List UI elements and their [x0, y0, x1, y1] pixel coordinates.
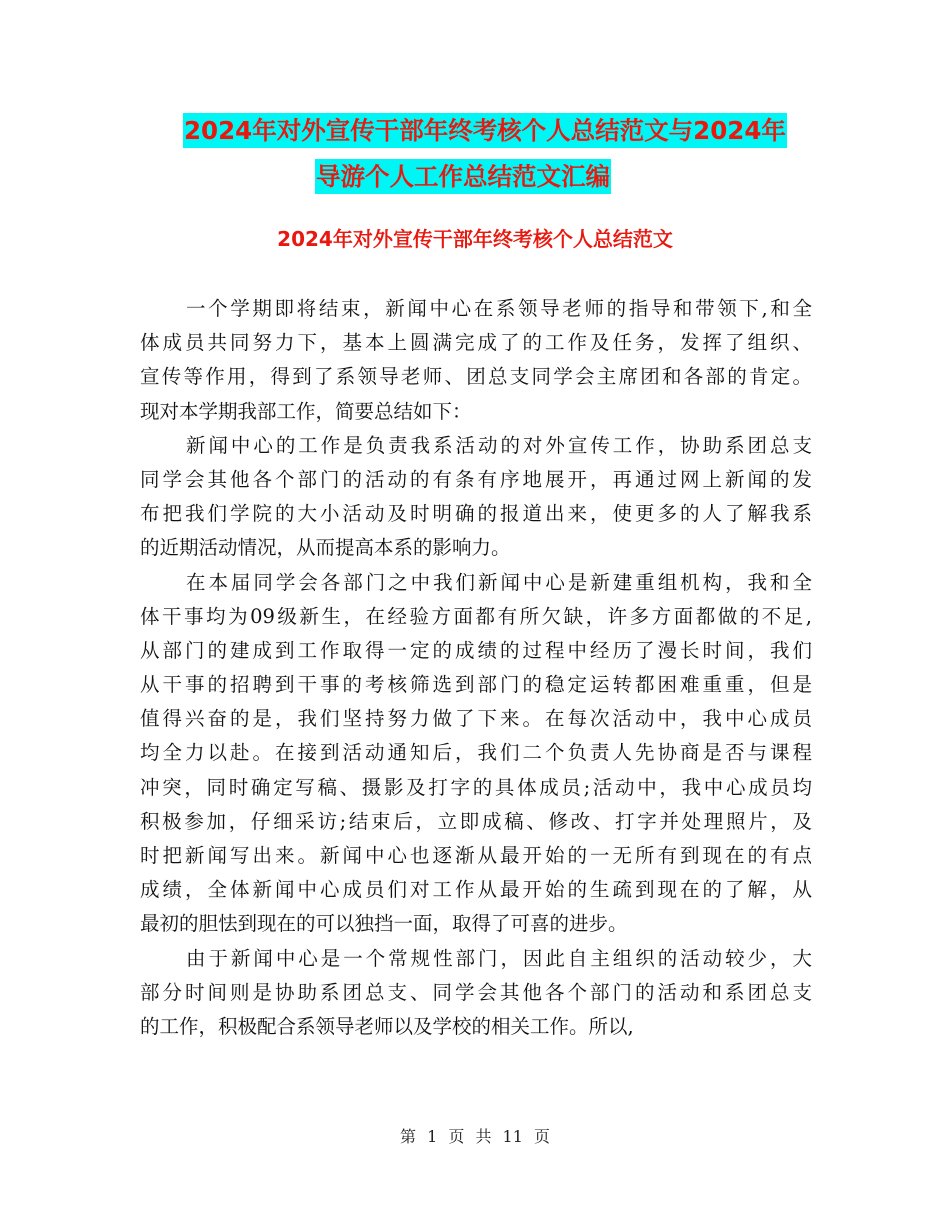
text-line: 从部门的建成到工作取得一定的成绩的过程中经历了漫长时间，我们 [140, 638, 812, 662]
text-line: 由于新闻中心是一个常规性部门，因此自主组织的活动较少，大 [186, 946, 812, 970]
text-line: 成绩，全体新闻中心成员们对工作从最开始的生疏到现在的了解，从 [140, 878, 812, 902]
main-title-line-2-text: 导游个人工作总结范文汇编 [315, 159, 611, 194]
text-line: 部分时间则是协助系团总支、同学会其他各个部门的活动和系团总支 [140, 980, 812, 1004]
text-line: 的工作，积极配合系领导老师以及学校的相关工作。所以, [140, 1014, 634, 1038]
text-line: 布把我们学院的大小活动及时明确的报道出来，使更多的人了解我系 [140, 502, 812, 526]
text-line: 均全力以赴。在接到活动通知后，我们二个负责人先协商是否与课程 [140, 741, 812, 765]
text-line: 在本届同学会各部门之中我们新闻中心是新建重组机构，我和全 [186, 570, 812, 594]
text-line: 积极参加，仔细采访;结束后，立即成稿、修改、打字并处理照片，及 [140, 809, 812, 833]
text-line: 新闻中心的工作是负责我系活动的对外宣传工作，协助系团总支 [186, 433, 812, 457]
body-text [140, 292, 812, 1044]
text-line: 体成员共同努力下，基本上圆满完成了的工作及任务，发挥了组织、 [140, 331, 812, 355]
text-line: 值得兴奋的是，我们坚持努力做了下来。在每次活动中，我中心成员 [140, 707, 812, 731]
main-title-line-2 [315, 154, 840, 200]
text-line: 最初的胆怯到现在的可以独挡一面，取得了可喜的进步。 [140, 912, 628, 936]
text-line: 的近期活动情况，从而提高本系的影响力。 [140, 536, 511, 560]
text-line: 一个学期即将结束，新闻中心在系领导老师的指导和带领下,和全 [186, 297, 812, 320]
main-title-line-1 [183, 108, 840, 154]
text-line: 体干事均为09级新生，在经验方面都有所欠缺，许多方面都做的不足, [140, 604, 812, 628]
text-line: 同学会其他各个部门的活动的有条有序地展开，再通过网上新闻的发 [140, 467, 812, 491]
text-line: 冲突，同时确定写稿、摄影及打字的具体成员;活动中，我中心成员均 [140, 775, 812, 799]
page-number-footer: 第 1 页 共 11 页 [400, 1127, 550, 1146]
section-title: 2024年对外宣传干部年终考核个人总结范文 [277, 227, 673, 251]
text-line: 现对本学期我部工作，简要总结如下： [140, 399, 472, 423]
document-main-title [140, 108, 840, 200]
text-line: 宣传等作用，得到了系领导老师、团总支同学会主席团和各部的肯定。 [140, 365, 812, 389]
text-line: 从干事的招聘到干事的考核筛选到部门的稳定运转都困难重重，但是 [140, 673, 812, 697]
main-title-line-1-text: 2024年对外宣传干部年终考核个人总结范文与2024年 [183, 113, 787, 148]
text-line: 时把新闻写出来。新闻中心也逐渐从最开始的一无所有到现在的有点 [140, 844, 812, 867]
